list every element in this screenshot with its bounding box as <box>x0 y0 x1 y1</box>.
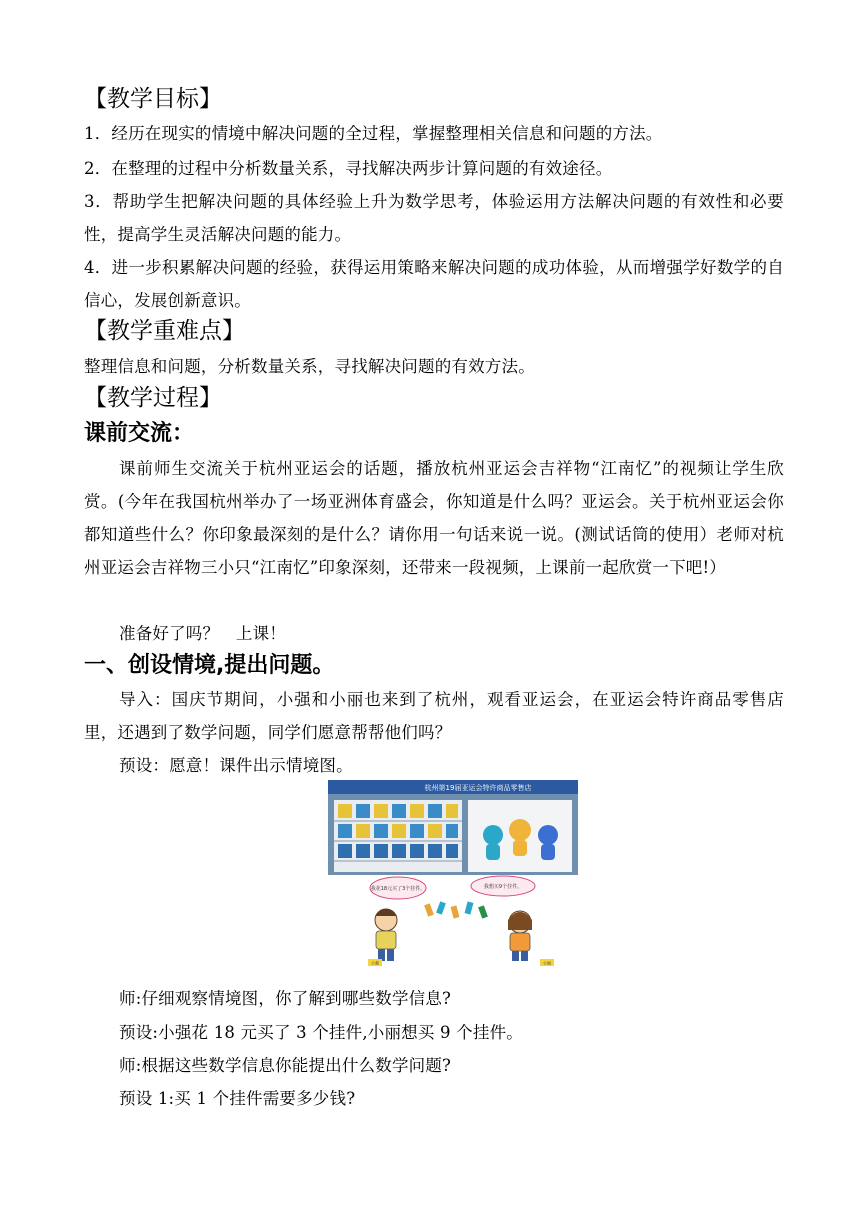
ready-line: 准备好了吗？ 上课！ <box>119 624 286 643</box>
objective-item-1: 1．经历在现实的情境中解决问题的全过程，掌握整理相关信息和问题的方法。 <box>84 124 663 143</box>
cartoon-panel <box>328 875 578 970</box>
bubble-left-text: 我花18元买了3个挂件。 <box>370 886 426 892</box>
section1-heading: 一、创设情境,提出问题。 <box>84 653 335 678</box>
preset-line: 预设：愿意！课件出示情境图。 <box>119 756 353 775</box>
objective-item-2: 2．在整理的过程中分析数量关系，寻找解决两步计算问题的有效途径。 <box>84 159 613 178</box>
teacher-question-2: 师:根据这些数学信息你能提出什么数学问题? <box>119 1056 452 1075</box>
process-heading: 【教学过程】 <box>84 385 222 411</box>
name-tag-left-text: 小强 <box>371 960 379 966</box>
name-tag-right-text: 小丽 <box>543 960 551 966</box>
intro-label: 导入： <box>119 690 172 709</box>
pre-class-heading: 课前交流： <box>84 421 195 446</box>
objective-item-4: 4．进一步积累解决问题的经验，获得运用策略来解决问题的成功体验，从而增强学好数学的自信心，发展创新意识。 <box>84 258 784 310</box>
store-banner-text: 杭州第19届亚运会特许商品零售店 <box>424 784 532 792</box>
pre-class-text: 课前师生交流关于杭州亚运会的话题，播放杭州亚运会吉祥物“江南忆”的视频让学生欣赏。(今年在我国杭州举办了一场亚洲体育盛会，你知道是什么吗？亚运会。关于杭州亚运会你都知道些什么？你印象最深刻的是什么？请你用一句话来说一说。(测试话筒的使用）老师对杭州亚运会吉祥物三小只“江南忆”印象深刻，还带来一段视频，上课前一起欣赏一下吧!） <box>84 459 784 577</box>
objectives-heading: 【教学目标】 <box>84 86 222 112</box>
bubble-right-text: 我想买9个挂件。 <box>483 884 523 890</box>
keypoints-heading: 【教学重难点】 <box>84 318 245 344</box>
scenario-illustration <box>328 780 578 970</box>
intro-text: 国庆节期间，小强和小丽也来到了杭州，观看亚运会，在亚运会特许商品零售店里，还遇到了数学问题，同学们愿意帮帮他们吗？ <box>84 690 785 742</box>
preset-answer-2: 预设 1:买 1 个挂件需要多少钱? <box>119 1089 356 1108</box>
objective-item-3: 3．帮助学生把解决问题的具体经验上升为数学思考，体验运用方法解决问题的有效性和必要性，提高学生灵活解决问题的能力。 <box>84 192 784 244</box>
mascot-figures <box>483 819 558 860</box>
preset-answer-1: 预设:小强花 18 元买了 3 个挂件,小丽想买 9 个挂件。 <box>119 1023 523 1042</box>
intro-paragraph <box>84 683 784 749</box>
teacher-question-1: 师:仔细观察情境图，你了解到哪些数学信息? <box>119 989 452 1008</box>
keypoints-text: 整理信息和问题，分析数量关系，寻找解决问题的有效方法。 <box>84 357 535 376</box>
